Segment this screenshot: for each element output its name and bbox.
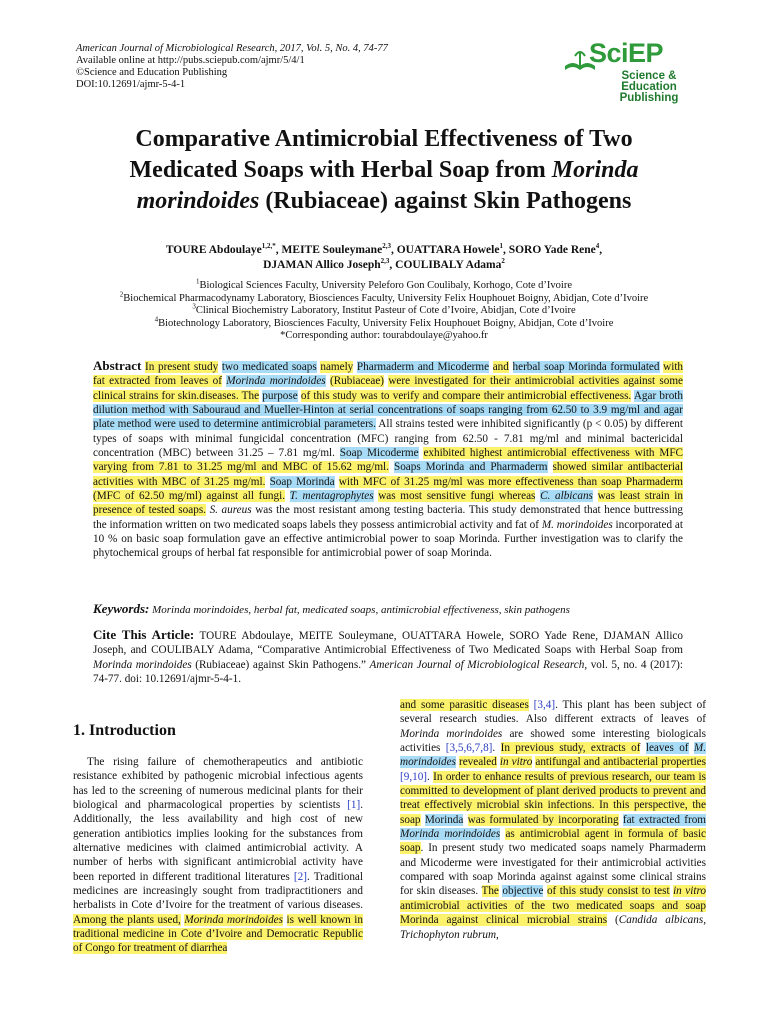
intro-text: . In present study two medicated soaps namely Pharmaderm and Micoderme were investigated for their antimicrobial activities compared with soap Morinda against against some clinical strains for skin diseases. xyxy=(400,842,706,898)
title-genus: Morinda xyxy=(551,157,639,183)
citation-link[interactable]: [3,4] xyxy=(533,699,556,711)
journal-line: American Journal of Microbiological Research, 2017, Vol. 5, No. 4, 74-77 xyxy=(76,43,388,54)
author-6: , COULIBALY Adama xyxy=(389,259,502,271)
highlight-yellow: exhibited highest antimicrobial effectiveness with MFC varying from 7.81 to 31.25 mg/ml and MBC of 15.62 mg/ml. xyxy=(93,447,684,474)
cite-text: (Rubiaceae) against Skin Pathogens.” xyxy=(191,658,370,671)
highlight-yellow-italic: in vitro xyxy=(499,756,533,769)
copyright-line: ©Science and Education Publishing xyxy=(76,67,228,78)
highlight-yellow: In previous study, extracts of xyxy=(500,742,641,755)
author-2-sup: 2,3 xyxy=(382,242,391,251)
affiliation-1 xyxy=(60,277,708,293)
author-3: , OUATTARA Howele xyxy=(390,244,500,256)
affiliation-1-text: Biological Sciences Faculty, University Peleforo Gon Coulibaly, Korhogo, Cote d’Ivoire xyxy=(199,280,572,291)
affiliation-2-text: Biochemical Pharmacodynamy Laboratory, Biosciences Faculty, University Felix Houphouet Boigny, Abidjan, Cote d’Ivoire xyxy=(123,292,649,304)
highlight-blue: leaves of xyxy=(645,742,689,755)
journal-header xyxy=(76,43,388,91)
author-5-sup: 2,3 xyxy=(380,257,390,266)
highlight-yellow-italic: in vitro xyxy=(673,885,707,898)
highlight-blue: purpose xyxy=(262,389,298,402)
highlight-yellow: Among the plants used, xyxy=(73,913,181,926)
cite-text: TOURE Abdoulaye, MEITE Souleymane, OUATTARA Howele, SORO Yade Rene, DJAMAN Allico Joseph, and COULIBALY Adama, “Comparative Antimicrobial Effectiveness of Two Medicated Soaps with Herbal Soap from xyxy=(93,630,683,657)
keywords-label: Keywords: xyxy=(93,601,150,616)
affiliations xyxy=(60,277,708,343)
intro-text: are showed some interesting biologicals activities xyxy=(400,727,706,755)
cite-species: Morinda morindoides xyxy=(93,658,192,671)
affiliation-1-num: 1 xyxy=(196,277,200,286)
author-3-sup: 1 xyxy=(499,242,503,251)
highlight-blue: objective xyxy=(502,885,544,898)
logo-tagline xyxy=(597,71,701,104)
sciep-logo xyxy=(563,38,703,104)
cite-journal: American Journal of Microbiological Research xyxy=(369,658,585,671)
highlight-blue: herbal soap Morinda formulated xyxy=(512,361,660,373)
highlight-blue-italic: C. albicans xyxy=(540,490,593,503)
highlight-yellow: and xyxy=(492,361,509,373)
affiliation-4 xyxy=(60,315,708,331)
highlight-yellow: was formulated by incorporating xyxy=(467,813,619,826)
affiliation-3-num: 3 xyxy=(192,302,196,311)
highlight-yellow: antifungal and antibacterial properties xyxy=(535,756,706,769)
highlight-yellow: and some parasitic diseases xyxy=(400,699,529,711)
affiliation-2 xyxy=(60,290,708,306)
abstract-text: incorporated at 10 % on basic soap formulation gave an effective antimicrobial power to soap Morinda. Further investigation was to clarify the phytochemical groups of herbal fat responsible for antimicrobial power of soap Morinda. xyxy=(93,518,683,560)
highlight-yellow: with MFC of 31.25 mg/ml was more effectiveness than soap Pharmaderm (MFC of 62.50 mg/ml) against all fungi. xyxy=(93,475,684,503)
intro-text: The rising failure of chemotherapeutics and antibiotic resistance exhibited by pathogenic microbial infectious agents has led to the screening of numerous medicinal plants for their biological and pharmacological properties by scientists xyxy=(73,756,363,812)
intro-text: . Traditional medicines are increasingly sought from tradipractitioners and herbalists in Cote d’Ivoire for the treatment of various diseases. xyxy=(73,870,364,912)
highlight-blue: Pharmaderm and Micoderme xyxy=(356,361,490,373)
author-4-sup: 4 xyxy=(595,242,600,251)
citation-link[interactable]: [1] xyxy=(347,799,361,812)
highlight-yellow: is well known in traditional medicine in Cote d’Ivoire and Democratic Republic of Congo for treatment of diarrhea xyxy=(73,913,363,955)
author-4-comma: , xyxy=(599,244,603,256)
cite-text: , vol. 5, no. 4 (2017): 74-77. doi: 10.12691/ajmr-5-4-1. xyxy=(93,658,684,686)
affiliation-4-num: 4 xyxy=(154,315,159,323)
available-line[interactable]: Available online at http://pubs.sciepub.com/ajmr/5/4/1 xyxy=(76,55,305,66)
logo-tagline-1: Science & Education xyxy=(621,70,677,93)
intro-text: . xyxy=(492,742,501,755)
highlight-yellow: as antimicrobial agent in formula of basic soap xyxy=(400,828,707,855)
highlight-blue: fat extracted from xyxy=(622,813,707,826)
intro-text: , xyxy=(496,928,499,941)
highlight-blue-italic: Morinda morindoides xyxy=(400,828,501,841)
author-5: DJAMAN Allico Joseph xyxy=(263,259,381,271)
highlight-yellow: were investigated for their antimicrobial activities against some clinical strains for skin.diseases. The xyxy=(93,375,684,402)
abstract-label: Abstract xyxy=(93,358,142,373)
author-4: , SORO Yade Rene xyxy=(502,244,596,256)
citation-link[interactable]: [9,10] xyxy=(400,770,428,783)
cite-label: Cite This Article: xyxy=(93,627,195,642)
highlight-blue-italic: M. morindoides xyxy=(400,742,707,769)
highlight-yellow: was least strain in presence of tested soaps. xyxy=(93,490,683,517)
highlight-yellow: of this study was to verify and compare their antimicrobial effectiveness. xyxy=(300,389,632,402)
intro-text: . Additionally, the less availability and high cost of new generation antibiotics implies looking for the substances from alternative medicines with claimed antimicrobial activity. A number of herbs with significant antimicrobial activity have been reported in different traditional literatures xyxy=(73,799,363,883)
affiliation-3-text: Clinical Biochemistry Laboratory, Institut Pasteur of Cote d’Ivoire, Abidjan, Cote d’Ivoire xyxy=(195,305,576,316)
section-heading-introduction: 1. Introduction xyxy=(73,722,176,739)
logo-tagline-2: Publishing xyxy=(619,92,679,104)
highlight-yellow: In present study xyxy=(145,361,219,373)
citation-link[interactable]: [2] xyxy=(293,870,307,883)
title-line-1: Comparative Antimicrobial Effectiveness of Two xyxy=(135,126,633,152)
highlight-yellow: revealed xyxy=(458,756,497,769)
title-line-2: Medicated Soaps with Herbal Soap from xyxy=(129,157,552,183)
intro-species: Morinda morindoides xyxy=(400,727,503,740)
cite-this-article xyxy=(93,628,683,686)
highlight-blue: Morinda xyxy=(424,813,464,826)
doi-line: DOI:10.12691/ajmr-5-4-1 xyxy=(76,79,186,90)
intro-text: . This plant has been subject of several research studies. Also different extracts of leaves of xyxy=(400,699,706,726)
corresponding-author: *Corresponding author: tourabdoulaye@yahoo.fr xyxy=(280,330,488,341)
author-1-sup: 1,2,* xyxy=(261,242,276,251)
highlight-blue: two medicated soaps xyxy=(221,361,317,373)
highlight-blue-italic: Morinda morindoides xyxy=(226,375,326,388)
intro-species: Candida albicans, Trichophyton rubrum xyxy=(400,914,706,941)
author-2: , MEITE Souleymane xyxy=(275,244,383,256)
highlight-yellow: showed similar antibacterial activities with MBC of 31.25 mg/ml. xyxy=(93,461,684,488)
citation-link[interactable]: [3,5,6,7,8] xyxy=(445,742,493,755)
highlight-blue: Soaps Morinda and Pharmaderm xyxy=(393,461,548,474)
abstract-species: M. morindoides xyxy=(541,518,613,531)
highlight-yellow: with fat extracted from leaves of xyxy=(93,361,684,388)
abstract-text: was the most resistant among testing bacteria. This study demonstrated that hence buttressing the information written on two medicated soaps labels they possess antimicrobial activity and fat of xyxy=(93,504,684,531)
highlight-blue: Agar broth dilution method with Sabouraud and Mueller-Hinton at serial concentrations of soaps ranging from 62.50 to 3.9 mg/ml and agar plate method were used to determine antimicrobial parameters. xyxy=(93,389,684,431)
highlight-yellow: namely xyxy=(320,361,354,373)
keywords xyxy=(93,602,683,617)
highlight-yellow: was most sensitive fungi whereas xyxy=(378,490,536,503)
author-6-sup: 2 xyxy=(501,257,505,266)
paper-title xyxy=(60,124,708,217)
keywords-text: Morinda morindoides, herbal fat, medicated soaps, antimicrobial effectiveness, skin pathogens xyxy=(152,604,570,616)
abstract-species: S. aureus xyxy=(209,504,252,517)
highlight-yellow: In order to enhance results of previous research, our team is committed to development of plant derived products to prevent and treat effectively microbial skin infections. In this perspective, the soap xyxy=(400,770,707,826)
author-1: TOURE Abdoulaye xyxy=(165,244,262,256)
title-line-3: (Rubiaceae) against Skin Pathogens xyxy=(259,188,632,214)
highlight-blue: Soap Morinda xyxy=(269,475,335,488)
abstract-text: All strains tested were inhibited significantly (p < 0.05) by different types of soaps with minimal fungicidal concentration (MFC) ranging from 62.50 - 7.81 mg/ml and minimal bactericidal concentration (MBC) between 31.25 – 7.81 mg/ml. xyxy=(93,418,683,460)
highlight-yellow: of this study consist to test xyxy=(546,885,670,898)
affiliation-2-num: 2 xyxy=(119,290,124,298)
highlight-blue-italic: T. mentagrophytes xyxy=(289,490,374,503)
highlight-yellow: (Rubiaceae) xyxy=(329,375,385,388)
affiliation-4-text: Biotechnology Laboratory, Biosciences Faculty, University Felix Houphouet Boigny, Abidjan, Cote d’Ivoire xyxy=(158,317,614,329)
highlight-blue: Soap Micoderme xyxy=(339,447,419,460)
intro-paragraph-left xyxy=(73,755,363,956)
intro-paragraph-right xyxy=(400,698,706,942)
intro-text: ( xyxy=(607,914,619,927)
highlight-yellow: antimicrobial activities of the two medicated soaps and soap Morinda against clinical microbial strains xyxy=(400,899,706,927)
highlight-yellow-italic: Morinda morindoides xyxy=(184,913,283,926)
abstract xyxy=(93,359,683,561)
author-list xyxy=(60,243,708,273)
title-species: morindoides xyxy=(136,188,260,214)
logo-brand: SciEP xyxy=(589,38,664,68)
highlight-yellow: The xyxy=(481,885,499,898)
intro-text: . xyxy=(427,770,434,783)
